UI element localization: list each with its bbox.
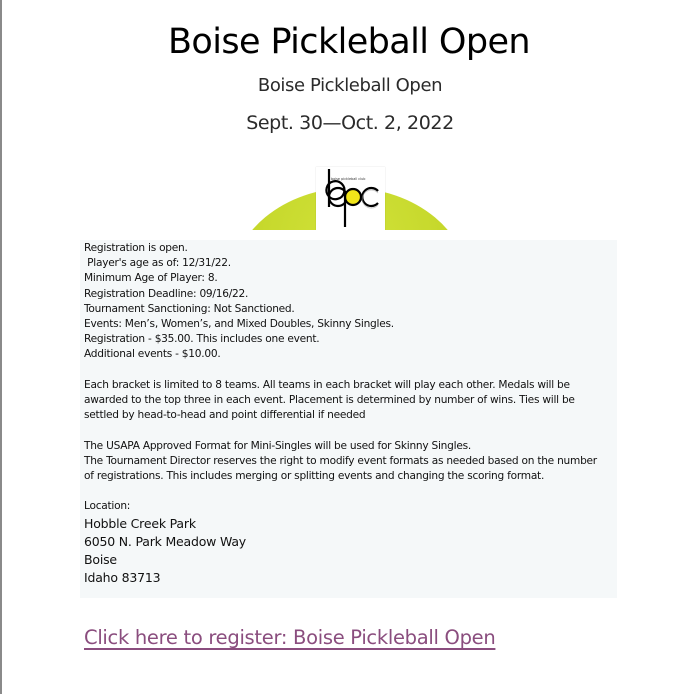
info-line: Registration - $35.00. This includes one event.	[84, 333, 320, 346]
info-line: Registration Deadline: 09/16/22.	[84, 287, 249, 300]
info-line: Events: Men’s, Women’s, and Mixed Doubles, Skinny Singles.	[84, 318, 394, 331]
format-rules-line: The USAPA Approved Format for Mini-Singles will be used for Skinny Singles.	[84, 439, 471, 452]
bpc-logo-icon	[316, 167, 385, 230]
info-line: Minimum Age of Player: 8.	[84, 272, 218, 285]
logo-small-text: boise pickleball club	[331, 177, 366, 181]
bracket-rules-line: Each bracket is limited to 8 teams. All teams in each bracket will play each other. Medals will be	[84, 378, 570, 391]
location-state-zip: Idaho 83713	[84, 570, 161, 586]
bpc-logo	[316, 167, 385, 230]
bracket-rules-line: awarded to the top three in each event. Placement is determined by number of wins. Ties will be	[84, 394, 575, 407]
page-title: Boise Pickleball Open	[168, 22, 530, 62]
info-line: Player's age as of: 12/31/22.	[84, 257, 231, 270]
event-banner-image	[180, 68, 520, 230]
format-rules-line: The Tournament Director reserves the right to modify event formats as needed based on the number	[84, 454, 597, 467]
register-link[interactable]: Click here to register: Boise Pickleball Open	[84, 626, 496, 649]
format-rules-line: of registrations. This includes merging or splitting events and changing the scoring format.	[84, 470, 545, 483]
info-line: Additional events - $10.00.	[84, 348, 221, 361]
banner-subtitle: Boise Pickleball Open	[257, 75, 443, 96]
location-city: Boise	[84, 552, 117, 568]
info-line: Registration is open.	[84, 242, 188, 254]
banner-dates: Sept. 30—Oct. 2, 2022	[246, 112, 454, 134]
format-rules-paragraph	[84, 439, 617, 485]
tournament-info-box	[80, 240, 617, 598]
location-label: Location:	[84, 500, 131, 513]
location-venue: Hobble Creek Park	[84, 515, 196, 531]
location-section	[84, 499, 617, 587]
location-street: 6050 N. Park Meadow Way	[84, 533, 247, 549]
info-line: Tournament Sanctioning: Not Sanctioned.	[84, 302, 295, 315]
page-left-border	[0, 0, 2, 694]
bracket-rules-line: settled by head-to-head and point differential if needed	[84, 409, 366, 422]
bracket-rules-paragraph	[84, 378, 617, 424]
